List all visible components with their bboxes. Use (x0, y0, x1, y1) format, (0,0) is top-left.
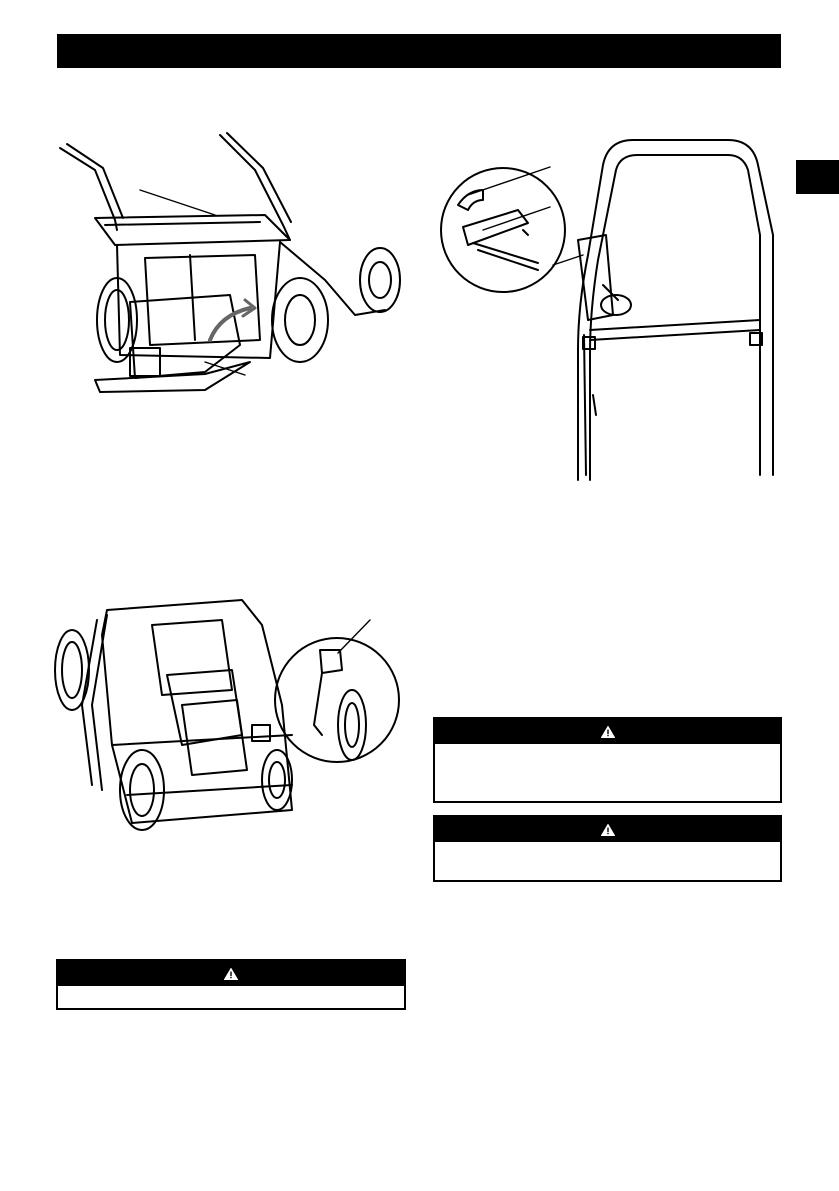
warning-header-2 (435, 817, 780, 842)
figure-mower-rear-flap (55, 130, 410, 400)
figure-handle-cable-clip (438, 135, 783, 485)
warning-triangle-icon (601, 726, 615, 738)
warning-box-1 (433, 717, 782, 803)
warning-box-3 (56, 959, 406, 1010)
warning-header-3 (58, 961, 404, 986)
warning-triangle-icon (601, 824, 615, 836)
warning-box-2 (433, 815, 782, 882)
language-side-tab (796, 160, 839, 194)
figure-mower-top-height-lever (52, 595, 397, 840)
section-header-bar (57, 34, 781, 68)
warning-triangle-icon (224, 968, 238, 980)
warning-header-1 (435, 719, 780, 744)
